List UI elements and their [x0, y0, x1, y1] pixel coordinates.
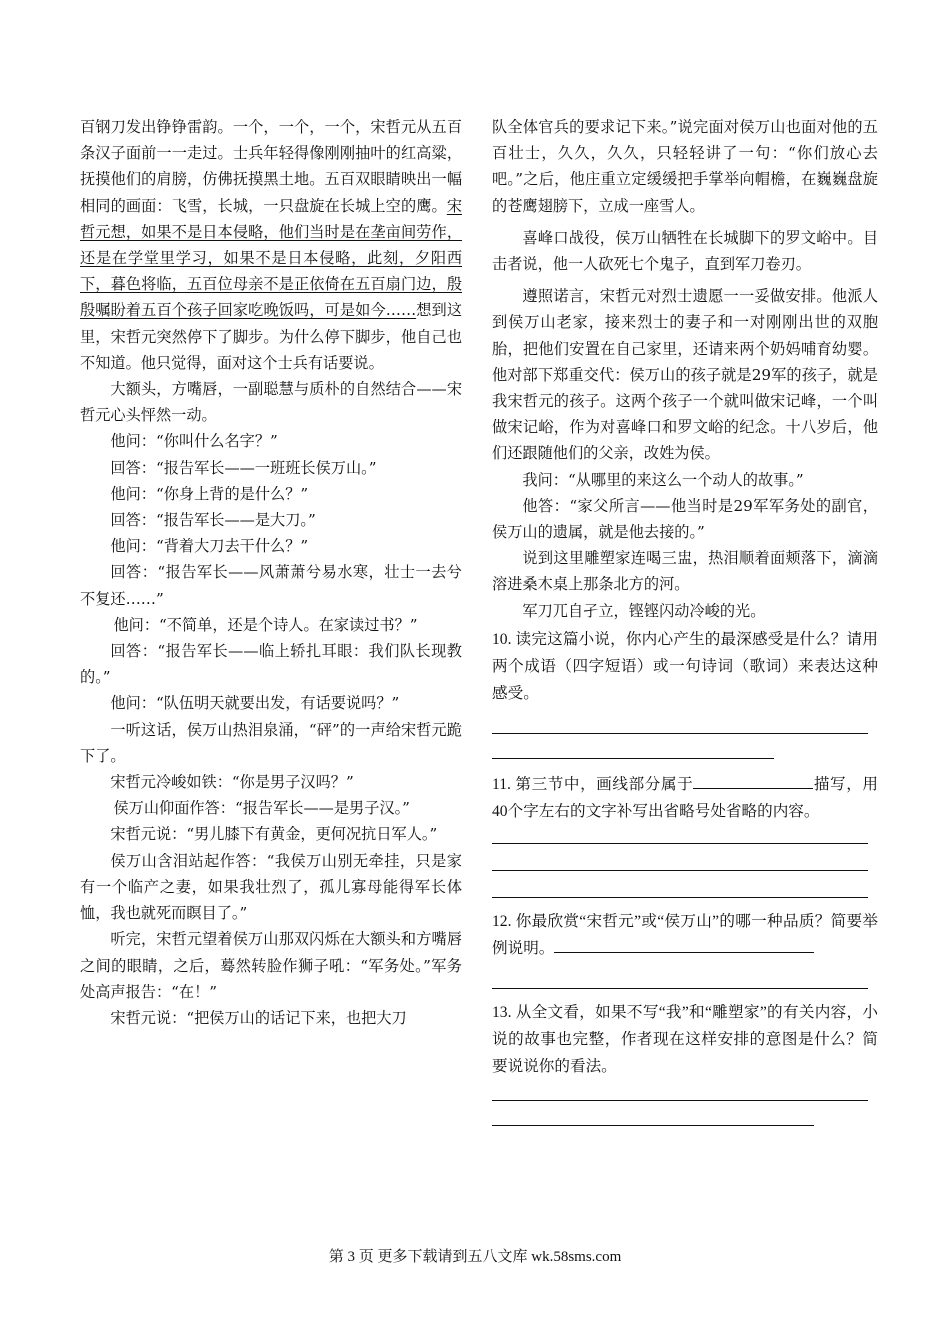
question-text: 11. 第三节中，画线部分属于 [492, 775, 694, 793]
question-10: 10. 读完这篇小说，你内心产生的最深感受是什么？请用两个成语（四字短语）或一句诗词（歌词）来表达这种感受。 [492, 630, 878, 702]
story-paragraph: 听完，宋哲元望着侯万山那双闪烁在大额头和方嘴唇之间的眼睛，之后，蓦然转脸作狮子吼：“军务处。”军务处高声报告：“在！” [80, 930, 462, 1001]
story-paragraph: 侯万山含泪站起作答：“我侯万山别无牵挂，只是家有一个临产之妻，如果我壮烈了，孤儿寡母能得军长体恤，我也就死而瞑目了。” [80, 851, 462, 923]
dialogue-line: 他问：“不简单，还是个诗人。在家读过书？” [113, 615, 418, 634]
story-paragraph: 宋哲元冷峻如铁：“你是男子汉吗？” [110, 773, 354, 792]
question-text: 描写，用40个字左右的文字补写出省略号处省略的内容。 [492, 775, 878, 820]
story-paragraph: 队全体官兵的要求记下来。”说完面对侯万山也面对他的五百壮士，久久，久久，只轻轻讲了一句：“你们放心去吧。”之后，他庄重立定缓缓把手掌举向帽檐，在巍巍盘旋的苍鹰翅膀下，立成一座雪人。 [492, 118, 878, 215]
answer-line[interactable] [492, 897, 868, 898]
answer-line[interactable] [492, 988, 868, 989]
question-text: 12. 你最欣赏“宋哲元”或“侯万山”的哪一种品质？简要举例说明。 [492, 912, 878, 957]
page-footer: 第 3 页 更多下载请到五八文库 wk.58sms.com [328, 1249, 622, 1265]
story-paragraph: 宋哲元说：“把侯万山的话记下来，也把大刀 [110, 1008, 407, 1027]
story-paragraph: 我问：“从哪里的来这么一个动人的故事。” [522, 470, 804, 489]
story-paragraph: 一听这话，侯万山热泪泉涌，“砰”的一声给宋哲元跪下了。 [80, 720, 462, 765]
left-column [80, 114, 462, 1031]
story-text: 想到这里，宋哲元突然停下了脚步。为什么停下脚步，他自己也不知道。他只觉得，面对这个士兵有话要说。 [80, 301, 463, 372]
dialogue-line: 他问：“你身上背的是什么？” [110, 484, 309, 503]
fill-in-blank[interactable] [554, 938, 814, 953]
question-12 [492, 908, 878, 962]
dialogue-line: 他问：“背着大刀去干什么？” [110, 537, 309, 556]
dialogue-line: 他问：“队伍明天就要出发，有话要说吗？” [110, 694, 400, 713]
dialogue-line: 回答：“报告军长——风萧萧兮易水寒，壮士一去兮不复还……” [80, 563, 462, 608]
story-paragraph [80, 114, 462, 376]
right-column [492, 114, 878, 1126]
story-paragraph: 大额头，方嘴唇，一副聪慧与质朴的自然结合——宋哲元心头怦然一动。 [80, 380, 462, 425]
story-paragraph: 他答：“家父所言——他当时是29军军务处的副官，侯万山的遗属，就是他去接的。” [492, 496, 878, 542]
fill-in-blank[interactable] [693, 774, 813, 789]
question-13: 13. 从全文看，如果不写“我”和“雕塑家”的有关内容，小说的故事也完整，作者现在这样安排的意图是什么？简要说说你的看法。 [492, 1003, 878, 1075]
question-11 [492, 771, 878, 825]
story-text: 百钢刀发出铮铮雷韵。一个，一个，一个，宋哲元从五百条汉子面前一一走过。士兵年轻得像刚刚抽叶的红高粱，抚摸他们的肩膀，仿佛抚摸黑土地。五百双眼睛映出一幅相同的画面：飞雪，长城，一只盘旋在长城上空的鹰。 [80, 118, 462, 215]
story-paragraph: 说到这里雕塑家连喝三盅，热泪顺着面颊落下，滴滴溶进桑木桌上那条北方的河。 [492, 549, 878, 594]
answer-line[interactable] [492, 758, 774, 759]
dialogue-line: 回答：“报告军长——一班班长侯万山。” [110, 458, 377, 477]
story-paragraph: 侯万山仰面作答：“报告军长——是男子汉。” [113, 799, 410, 818]
story-paragraph: 遵照诺言，宋哲元对烈士遗愿一一妥做安排。他派人到侯万山老家，接来烈士的妻子和一对刚刚出世的双胞胎，把他们安置在自己家里，还请来两个奶妈哺育幼婴。他对部下郑重交代：侯万山的孩子就是29军的孩子，就是我宋哲元的孩子。这两个孩子一个就叫做宋记峰，一个叫做宋记峪，作为对喜峰口和罗文峪的纪念。十八岁后，他们还跟随他们的父亲，改姓为侯。 [492, 287, 878, 463]
underlined-passage: 宋哲元想，如果不是日本侵略，他们当时是在垄亩间劳作，还是在学堂里学习，如果不是日本侵略，此刻，夕阳西下，暮色将临，五百位母亲不是正依倚在五百扇门边，殷殷嘱盼着五百个孩子回家吃晚饭吗，可是如今…… [80, 196, 462, 320]
answer-line[interactable] [492, 1125, 814, 1126]
dialogue-line: 他问：“你叫什么名字？” [110, 432, 278, 451]
dialogue-line: 回答：“报告军长——是大刀。” [110, 511, 316, 530]
story-paragraph: 宋哲元说：“男儿膝下有黄金，更何况抗日军人。” [110, 825, 438, 844]
dialogue-line: 回答：“报告军长——临上轿扎耳眼：我们队长现教的。” [80, 642, 462, 687]
story-paragraph: 军刀兀自孑立，铿铿闪动冷峻的光。 [522, 601, 766, 620]
story-paragraph: 喜峰口战役，侯万山牺牲在长城脚下的罗文峪中。目击者说，他一人砍死七个鬼子，直到军刀卷刃。 [492, 228, 878, 274]
